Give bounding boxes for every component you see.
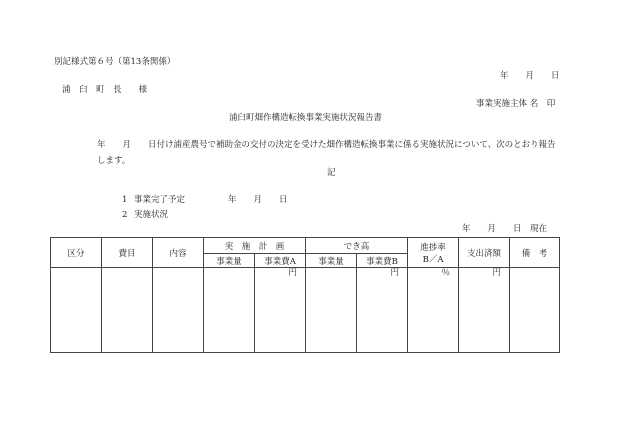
item-2-number: 2 — [122, 210, 128, 220]
col-header-progress — [408, 238, 459, 268]
col-header-note: 備 考 — [510, 238, 560, 268]
col-header-kubun: 区分 — [51, 238, 102, 268]
col-header-plan: 実 施 計 画 — [204, 238, 306, 254]
as-of-date: 年 月 日 現在 — [462, 224, 548, 234]
cell-naiyo — [153, 268, 204, 353]
col-header-himoku: 費目 — [102, 238, 153, 268]
item-1-label: 事業完了予定 — [134, 195, 186, 205]
subheader-plan-cost: 事業費A — [255, 254, 306, 268]
ki-marker: 記 — [327, 168, 336, 178]
subheader-done-cost: 事業費B — [357, 254, 408, 268]
cell-kubun — [51, 268, 102, 353]
cell-plan-qty — [204, 268, 255, 353]
item-2-label: 実施状況 — [134, 210, 169, 220]
col-header-paid: 支出済額 — [459, 238, 510, 268]
cell-note — [510, 268, 560, 353]
subheader-done-qty: 事業量 — [306, 254, 357, 268]
cell-done-qty — [306, 268, 357, 353]
document-title: 浦臼町畑作構造転換事業実施状況報告書 — [229, 113, 383, 123]
item-1-number: 1 — [122, 195, 128, 205]
table-row — [51, 268, 560, 353]
item-1-date: 年 月 日 — [228, 195, 288, 205]
form-number: 別記様式第６号（第13条関係） — [54, 57, 176, 67]
cell-progress: ％ — [408, 268, 459, 353]
col-header-naiyo: 内容 — [153, 238, 204, 268]
col-header-done: でき高 — [306, 238, 408, 254]
cell-plan-cost: 円 — [255, 268, 306, 353]
cell-done-cost: 円 — [357, 268, 408, 353]
date-line: 年 月 日 — [500, 71, 560, 81]
cell-himoku — [102, 268, 153, 353]
subheader-plan-qty: 事業量 — [204, 254, 255, 268]
progress-label: 進捗率 — [420, 242, 446, 253]
status-table — [50, 237, 560, 353]
body-paragraph: 年 月 日付け浦産農号で補助金の交付の決定を受けた畑作構造転換事業に係る実施状況について、次のとおり報告します。 — [97, 140, 556, 166]
applicant-name: 事業実施主体 名 印 — [476, 99, 556, 109]
addressee: 浦 臼 町 長 様 — [62, 85, 148, 95]
progress-formula: B／A — [422, 254, 444, 265]
cell-paid: 円 — [459, 268, 510, 353]
